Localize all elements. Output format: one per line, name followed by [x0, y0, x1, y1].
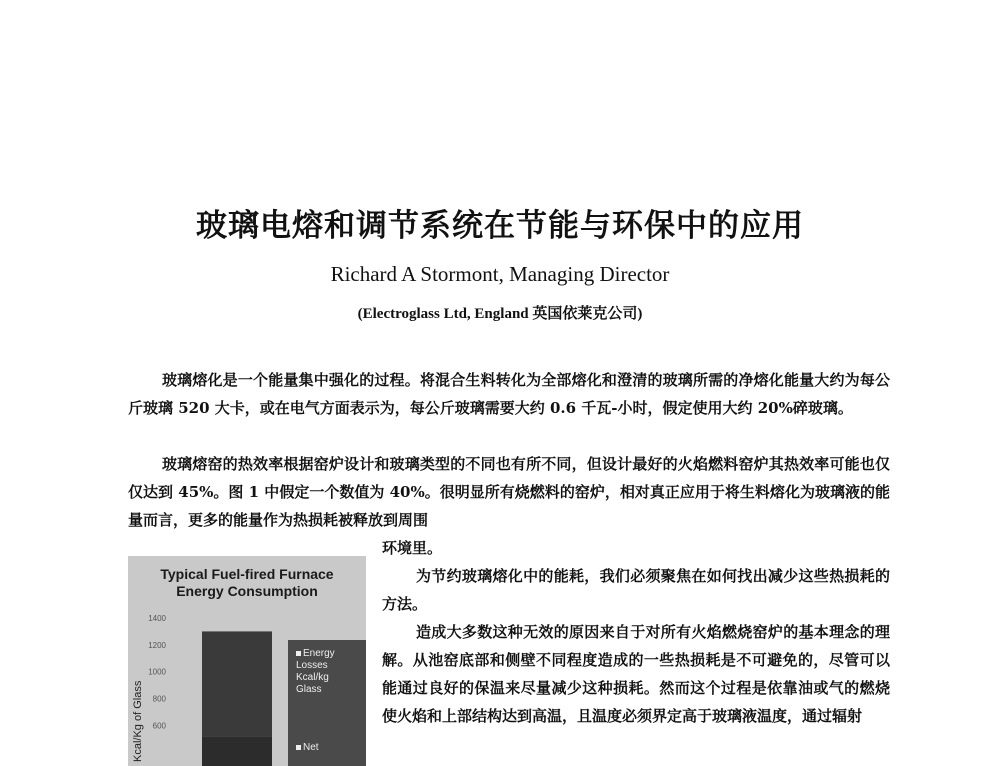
paragraph-1: 玻璃熔化是一个能量集中强化的过程。将混合生料转化为全部熔化和澄清的玻璃所需的净熔化能量大约为每公斤玻璃 520 大卡，或在电气方面表示为，每公斤玻璃需要大约 0.6 千瓦-小时，假定使用大约 20%碎玻璃。 [128, 371, 890, 417]
energy-consumption-figure [128, 556, 366, 766]
paragraph-4: 造成大多数这种无效的原因来自于对所有火焰燃烧窑炉的基本理念的理解。从池窑底部和侧壁不同程度造成的一些热损耗是不可避免的，尽管可以能通过良好的保温来尽量减少这种损耗。然而这个过程是依靠油或气的燃烧使火焰和上部结构达到高温，且温度必须界定高于玻璃液温度，通过辐射 [382, 623, 890, 725]
paragraph-2-tail: 环境里。 [382, 539, 443, 557]
y-tick-label-1400: 1400 [148, 614, 166, 623]
figure-title-line-2: Energy Consumption [176, 583, 318, 599]
y-tick-label-600: 600 [152, 721, 166, 731]
legend-energy-losses-swatch [296, 651, 301, 656]
author-line: Richard A Stormont, Managing Director [330, 262, 670, 286]
paragraph-2: 玻璃熔窑的热效率根据窑炉设计和玻璃类型的不同也有所不同，但设计最好的火焰燃料窑炉其热效率可能也仅仅达到 45%。图 1 中假定一个数值为 40%。很明显所有烧燃料的窑炉，相对真正应用于将生料熔化为玻璃液的能量而言，更多的能量作为热损耗被释放到周围 [128, 455, 890, 529]
legend-net [296, 742, 356, 754]
paper-title: 玻璃电熔和调节系统在节能与环保中的应用 [196, 208, 804, 244]
paragraph-3: 为节约玻璃熔化中的能耗，我们必须聚焦在如何找出减少这些热损耗的方法。 [382, 567, 890, 613]
bar-net [202, 736, 272, 766]
legend-net-swatch [296, 745, 301, 750]
figure-title-line-1: Typical Fuel-fired Furnace [160, 566, 334, 582]
legend-net-label: Net [303, 742, 319, 753]
legend-energy-losses [296, 648, 356, 696]
bar-energy-losses [202, 631, 272, 736]
y-tick-label-1000: 1000 [148, 667, 166, 677]
figure-title [128, 566, 366, 600]
affiliation-line: (Electroglass Ltd, England 英国依莱克公司) [357, 306, 643, 322]
y-axis-label: Kcal/Kg of Glass [132, 680, 144, 762]
y-tick-label-1200: 1200 [148, 640, 166, 650]
legend-energy-losses-label: Energy Losses Kcal/kg Glass [296, 648, 335, 695]
y-tick-label-800: 800 [152, 694, 166, 704]
